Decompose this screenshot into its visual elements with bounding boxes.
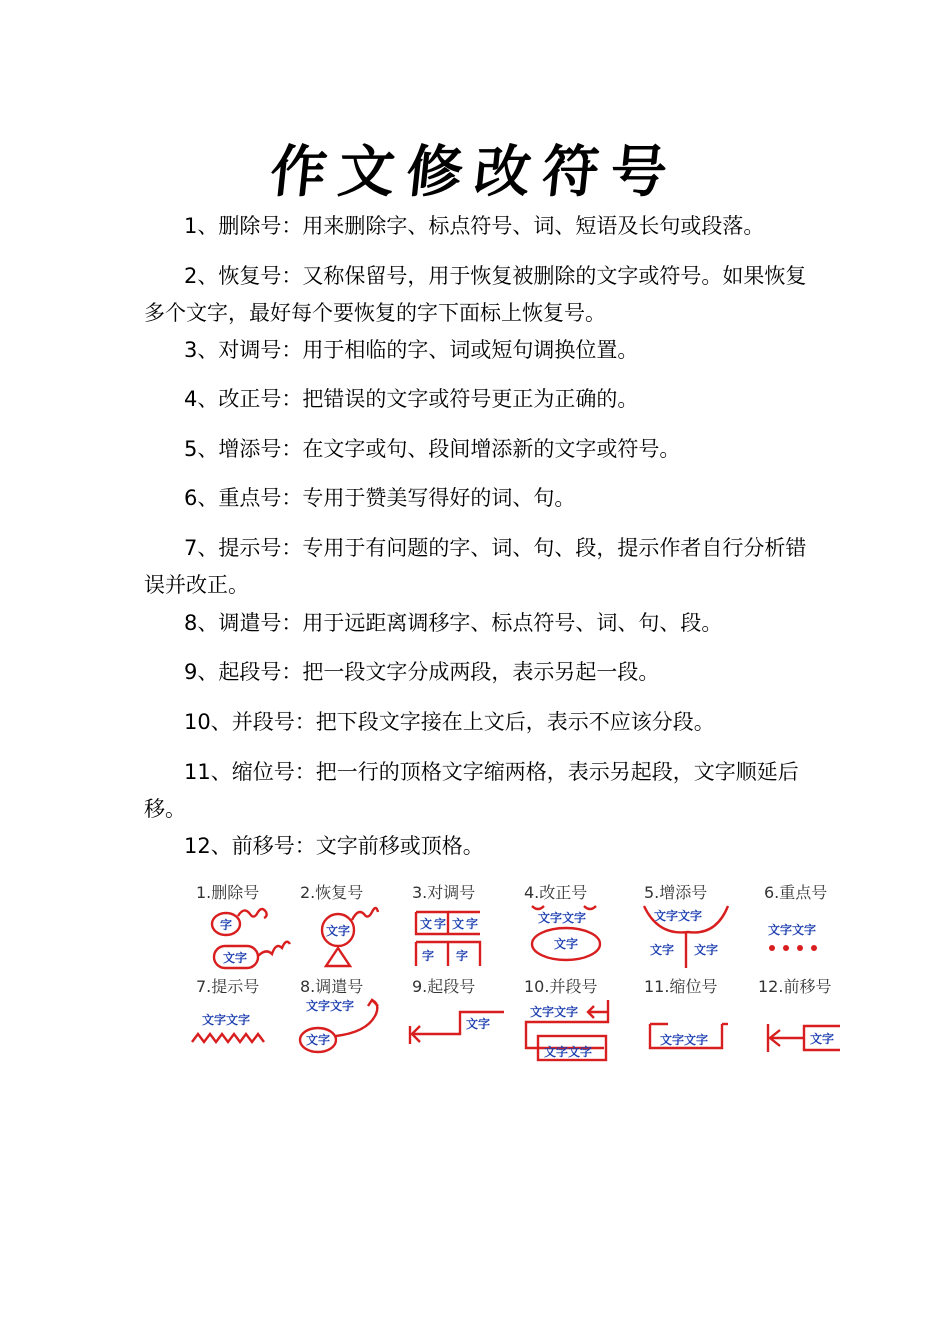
merge-paragraph-mark-icon	[526, 1000, 608, 1060]
figure-label: 10.并段号	[524, 977, 598, 996]
svg-text:字: 字	[434, 917, 447, 931]
svg-text:文字文字: 文字文字	[544, 1045, 593, 1059]
figure-label: 4.改正号	[524, 883, 588, 902]
svg-text:文字: 文字	[650, 943, 675, 957]
list-item: 5、增添号：在文字或句、段间增添新的文字或符号。	[184, 437, 681, 461]
delete-mark-icon	[212, 909, 290, 968]
figure-label: 5.增添号	[644, 883, 708, 902]
page-title: 作文修改符号	[267, 139, 683, 205]
figure-label: 8.调遣号	[300, 977, 364, 996]
correction-mark-icon	[532, 906, 600, 960]
list-item: 8、调遣号：用于远距离调移字、标点符号、词、句、段。	[184, 611, 723, 635]
svg-text:文字文字: 文字文字	[660, 1033, 709, 1047]
new-paragraph-mark-icon	[410, 1012, 504, 1044]
svg-text:文字: 文字	[223, 951, 248, 965]
symbols-figure	[188, 876, 848, 1072]
emphasis-mark-icon	[768, 922, 817, 951]
svg-text:文字: 文字	[466, 1017, 491, 1031]
insertion-mark-icon	[644, 906, 728, 968]
figure-label: 2.恢复号	[300, 883, 364, 902]
svg-text:文字: 文字	[554, 937, 579, 951]
svg-text:字: 字	[466, 917, 479, 931]
svg-text:字: 字	[456, 949, 469, 963]
svg-text:字: 字	[220, 918, 233, 932]
dispatch-mark-icon	[300, 998, 378, 1052]
svg-text:文字文字: 文字文字	[530, 1005, 579, 1019]
list-item: 11、缩位号：把一行的顶格文字缩两格，表示另起段，文字顺延后移。	[144, 760, 799, 821]
list-item: 4、改正号：把错误的文字或符号更正为正确的。	[184, 387, 639, 411]
figure-label: 7.提示号	[196, 977, 260, 996]
figure-label: 3.对调号	[412, 883, 476, 902]
list-item: 10、并段号：把下段文字接在上文后，表示不应该分段。	[184, 710, 715, 734]
svg-text:文字文字: 文字文字	[654, 909, 703, 923]
figure-label: 11.缩位号	[644, 977, 718, 996]
svg-text:文字: 文字	[306, 1033, 331, 1047]
shift-forward-mark-icon	[768, 1024, 840, 1052]
figure-label: 12.前移号	[758, 977, 832, 996]
indent-mark-icon	[650, 1024, 728, 1048]
list-item: 12、前移号：文字前移或顶格。	[184, 834, 484, 858]
svg-text:文: 文	[452, 917, 465, 931]
hint-mark-icon	[192, 1012, 264, 1042]
svg-text:文字: 文字	[810, 1032, 835, 1046]
figure-label: 1.删除号	[196, 883, 260, 902]
list-item: 6、重点号：专用于赞美写得好的词、句。	[184, 486, 576, 510]
list-item: 3、对调号：用于相临的字、词或短句调换位置。	[184, 338, 639, 362]
figure-label: 6.重点号	[764, 883, 828, 902]
list-item: 2、恢复号：又称保留号，用于恢复被删除的文字或符号。如果恢复多个文字，最好每个要恢复的字下面标上恢复号。	[144, 264, 807, 325]
svg-text:文字: 文字	[694, 943, 719, 957]
svg-text:文字文字: 文字文字	[202, 1013, 251, 1027]
svg-text:字: 字	[422, 949, 435, 963]
swap-mark-icon	[416, 912, 480, 966]
svg-text:文: 文	[420, 917, 433, 931]
list-item: 1、删除号：用来删除字、标点符号、词、短语及长句或段落。	[184, 214, 765, 238]
figure-label: 9.起段号	[412, 977, 476, 996]
svg-text:文字文字: 文字文字	[306, 999, 355, 1013]
svg-text:文字: 文字	[326, 924, 351, 938]
list-item: 9、起段号：把一段文字分成两段，表示另起一段。	[184, 660, 660, 684]
restore-mark-icon	[322, 908, 378, 966]
svg-text:文字文字: 文字文字	[538, 911, 587, 925]
svg-text:文字文字: 文字文字	[768, 923, 817, 937]
list-item: 7、提示号：专用于有问题的字、词、句、段，提示作者自行分析错误并改正。	[144, 536, 807, 597]
